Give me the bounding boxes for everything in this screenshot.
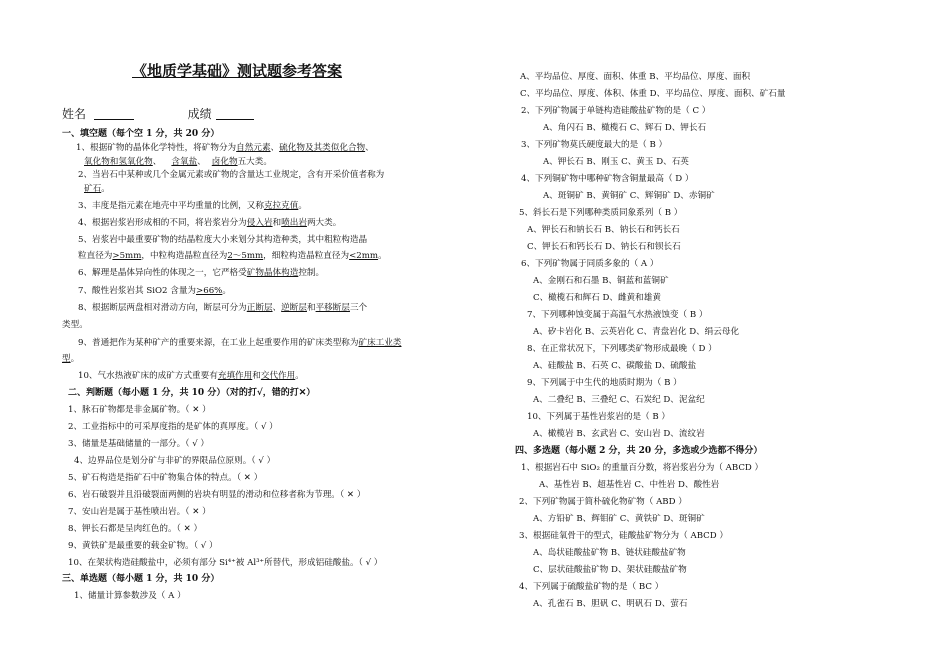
fill-q5-post: 。 <box>378 251 387 261</box>
name-label: 姓名 <box>62 107 87 121</box>
name-blank <box>94 109 134 120</box>
fill-q7 <box>78 286 231 297</box>
fill-q9-post: 。 <box>70 354 80 364</box>
fill-q8-answer1: 正断层 <box>246 303 273 313</box>
multi-q1-options: A、基性岩 B、超基性岩 C、中性岩 D、酸性岩 <box>539 480 720 490</box>
fill-q9-line1 <box>78 338 401 349</box>
single-q1-options-ab: A、平均品位、厚度、面积、体重 B、平均品位、厚度、面积 <box>520 72 751 82</box>
fill-q4-answer1: 侵入岩 <box>246 218 273 228</box>
judge-item: 3、储量是基础储量的一部分。（ √ ） <box>68 439 210 449</box>
fill-q9-line2 <box>62 354 79 365</box>
single-q10: 10、下列属于基性岩浆岩的是（ B ） <box>527 412 671 422</box>
single-q9-options: A、二叠纪 B、三叠纪 C、石炭纪 D、泥盆纪 <box>533 395 705 405</box>
fill-q8-line1 <box>78 303 367 314</box>
single-q10-options: A、橄榄岩 B、玄武岩 C、安山岩 D、流纹岩 <box>533 429 705 439</box>
fill-q8-text: 8、根据断层两盘相对滑动方向，断层可分为 <box>78 303 247 313</box>
fill-q8-answer3: 平移断层 <box>315 303 350 313</box>
fill-q1-answer4: 含氧盐 <box>171 157 198 167</box>
fill-q1-text: 1、根据矿物的晶体化学特性，将矿物分为 <box>76 143 237 153</box>
section-single-choice-heading: 三、单选题（每小题 1 分，共 10 分） <box>62 574 220 584</box>
multi-q3-options-ab: A、岛状硅酸盐矿物 B、链状硅酸盐矿物 <box>533 548 686 558</box>
fill-q10-mid: 和 <box>252 371 261 381</box>
fill-q4-answer2: 喷出岩 <box>281 218 307 228</box>
judge-item: 1、脉石矿物都是非金属矿物。（ ✕ ） <box>68 405 211 415</box>
judge-item: 5、矿石构造是指矿石中矿物集合体的特点。（ ✕ ） <box>68 473 263 483</box>
multi-q2-options: A、方铅矿 B、辉钼矿 C、黄铁矿 D、斑铜矿 <box>533 514 705 524</box>
fill-q8-post: 三个 <box>349 303 368 313</box>
fill-q5-line1: 5、岩浆岩中最重要矿物的结晶粒度大小来划分其构造种类，其中粗粒构造晶 <box>78 235 368 245</box>
fill-q7-text: 7、酸性岩浆岩其 SiO2 含量为 <box>78 286 197 296</box>
fill-q1-sep3: 、 <box>152 157 162 167</box>
multi-q4: 4、下列属于硫酸盐矿物的是（ BC ） <box>519 582 664 592</box>
single-q2: 2、下列矿物属于单链构造硅酸盐矿物的是（ C ） <box>521 106 711 116</box>
judge-item: 2、工业指标中的可采厚度指的是矿体的真厚度。（ √ ） <box>68 422 278 432</box>
fill-q3-text: 3、丰度是指元素在地壳中平均重量的比例，又称 <box>78 201 264 211</box>
judge-item: 4、边界品位是划分矿与非矿的界限品位原则。（ √ ） <box>74 456 276 466</box>
fill-q1-answer5: 卤化物 <box>211 157 238 167</box>
single-q3: 3、下列矿物莫氏硬度最大的是（ B ） <box>521 140 668 150</box>
fill-q3-post: 。 <box>298 201 307 211</box>
single-q6: 6、下列矿物属于同质多象的（ A ） <box>521 259 659 269</box>
fill-q5-answer1: >5mm <box>112 251 142 261</box>
single-q7: 7、下列哪种蚀变属于高温气水热液蚀变（ B ） <box>527 310 708 320</box>
fill-q5-answer3: <2mm <box>349 251 379 261</box>
fill-q1-line2 <box>84 157 272 168</box>
score-label: 成绩 <box>187 107 212 121</box>
fill-q10-answer1: 充填作用 <box>217 371 253 381</box>
single-q3-options: A、钾长石 B、刚玉 C、黄玉 D、石英 <box>543 157 689 167</box>
fill-q1-line1 <box>76 143 374 154</box>
fill-q8-answer2: 逆断层 <box>281 303 307 313</box>
multi-q3-options-cd: C、层状硅酸盐矿物 D、架状硅酸盐矿物 <box>533 565 687 575</box>
single-q6-options-ab: A、金刚石和石墨 B、铜蓝和蓝铜矿 <box>533 276 669 286</box>
single-q8: 8、在正常状况下，下列哪类矿物形成最晚（ D ） <box>527 344 717 354</box>
fill-q10-answer2: 交代作用 <box>260 371 296 381</box>
fill-q1-post: 五大类。 <box>237 157 272 167</box>
section-true-false-heading: 二、判断题（每小题 1 分，共 10 分）（对的打√，错的打✕） <box>68 388 316 398</box>
fill-q8-sep1: 、 <box>272 303 282 313</box>
fill-q5-mid2: ，细粒构造晶粒直径为 <box>263 251 350 261</box>
fill-q2-line1: 2、当岩石中某种或几个金属元素或矿物的含量达工业规定，含有开采价值者称为 <box>78 170 385 180</box>
single-q9: 9、下列属于中生代的地质时期为（ B ） <box>527 378 682 388</box>
single-q4-options: A、斑铜矿 B、黄铜矿 C、辉铜矿 D、赤铜矿 <box>543 191 715 201</box>
fill-q6-text: 6、解理是晶体异向性的体现之一，它严格受 <box>78 268 247 278</box>
section-multi-choice-heading: 四、多选题（每小题 2 分，共 20 分，多选或少选都不得分） <box>515 446 763 456</box>
single-q8-options: A、硅酸盐 B、石英 C、碳酸盐 D、硫酸盐 <box>533 361 697 371</box>
fill-q2-answer: 矿石 <box>84 184 102 194</box>
single-q1: 1、储量计算参数涉及（ A ） <box>74 591 186 601</box>
fill-q10 <box>78 371 304 382</box>
fill-q1-answer1: 自然元素 <box>236 143 271 153</box>
fill-q4-post: 两大类。 <box>306 218 342 228</box>
multi-q3: 3、根据硅氧骨干的型式，硅酸盐矿物分为（ ABCD ） <box>519 531 728 541</box>
fill-q7-answer: >66% <box>196 286 223 296</box>
fill-q2-post: 。 <box>101 184 110 194</box>
fill-q10-text: 10、气水热液矿床的成矿方式重要有 <box>78 371 218 381</box>
fill-q7-post: 。 <box>222 286 231 296</box>
single-q2-options: A、角闪石 B、橄榄石 C、辉石 D、钾长石 <box>543 123 707 133</box>
fill-q10-post: 。 <box>295 371 304 381</box>
judge-item: 9、黄铁矿是最重要的载金矿物。（ √ ） <box>68 541 218 551</box>
fill-q8-mid: 和 <box>306 303 316 313</box>
fill-q3-answer: 克拉克值 <box>263 201 299 211</box>
fill-q8-line2: 类型。 <box>62 320 88 330</box>
fill-q4-text: 4、根据岩浆岩形成相的不同，将岩浆岩分为 <box>78 218 247 228</box>
multi-q2: 2、下列矿物属于简朴硫化物矿物（ ABD ） <box>519 497 687 507</box>
fill-q6 <box>78 268 324 279</box>
fill-q1-sep2: 、 <box>365 143 374 153</box>
single-q6-options-cd: C、橄榄石和辉石 D、雌黄和雄黄 <box>533 293 661 303</box>
single-q5-options-cd: C、钾长石和钙长石 D、钠长石和钡长石 <box>527 242 681 252</box>
single-q1-options-cd: C、平均品位、厚度、体积、体重 D、平均品位、厚度、面积、矿石量 <box>520 89 786 99</box>
fill-q1-answer2: 硫化物及其类似化合物 <box>279 143 366 153</box>
fill-q3 <box>78 201 307 212</box>
fill-q4 <box>78 218 341 229</box>
fill-q9-answer: 矿床工业类 <box>358 338 402 348</box>
fill-q9-text: 9、普通把作为某种矿产的重要来源，在工业上起重要作用的矿床类型称为 <box>78 338 359 348</box>
score-blank <box>216 109 254 120</box>
fill-q1-sep4: 、 <box>197 157 206 167</box>
multi-q4-options: A、孔雀石 B、胆矾 C、明矾石 D、萤石 <box>533 599 688 609</box>
fill-q6-answer: 矿物晶体构造 <box>246 268 299 278</box>
page-title: 《地质学基础》测试题参考答案 <box>132 62 343 80</box>
fill-q4-mid: 和 <box>272 218 282 228</box>
fill-q5-line2 <box>78 251 387 262</box>
fill-q1-sep1: 、 <box>270 143 280 153</box>
fill-q2-line2 <box>84 184 110 195</box>
section-fill-blank-heading: 一、填空题（每个空 1 分，共 20 分） <box>62 129 220 139</box>
single-q4: 4、下列铜矿物中哪种矿物含铜量最高（ D ） <box>521 174 694 184</box>
judge-item: 7、安山岩是属于基性喷出岩。（ ✕ ） <box>68 507 211 517</box>
judge-item: 8、钾长石都是呈肉红色的。（ ✕ ） <box>68 524 203 534</box>
single-q7-options: A、矽卡岩化 B、云英岩化 C、青盘岩化 D、绢云母化 <box>533 327 740 337</box>
fill-q9-answer-cont: 型 <box>62 354 71 364</box>
fill-q1-answer3: 氧化物和氢氧化物 <box>84 157 153 167</box>
fill-q6-post: 控制。 <box>298 268 325 278</box>
judge-item: 10、在架状构造硅酸盐中，必须有部分 Si⁴⁺被 Al³⁺所替代，形成铝硅酸盐。（ √ ） <box>68 558 383 568</box>
name-field <box>62 109 254 120</box>
fill-q5-answer2: 2～5mm <box>227 251 264 261</box>
fill-q5-mid1: ，中粒构造晶粒直径为 <box>141 251 228 261</box>
judge-item: 6、岩石破裂并且沿破裂面两侧的岩块有明显的滑动和位移者称为节理。（ ✕ ） <box>68 490 366 500</box>
fill-q5-text: 粒直径为 <box>78 251 113 261</box>
multi-q1: 1、根据岩石中 SiO₂ 的重量百分数，将岩浆岩分为（ ABCD ） <box>521 463 764 473</box>
single-q5: 5、斜长石是下列哪种类质同象系列（ B ） <box>519 208 683 218</box>
single-q5-options-ab: A、钾长石和钠长石 B、钠长石和钙长石 <box>527 225 680 235</box>
